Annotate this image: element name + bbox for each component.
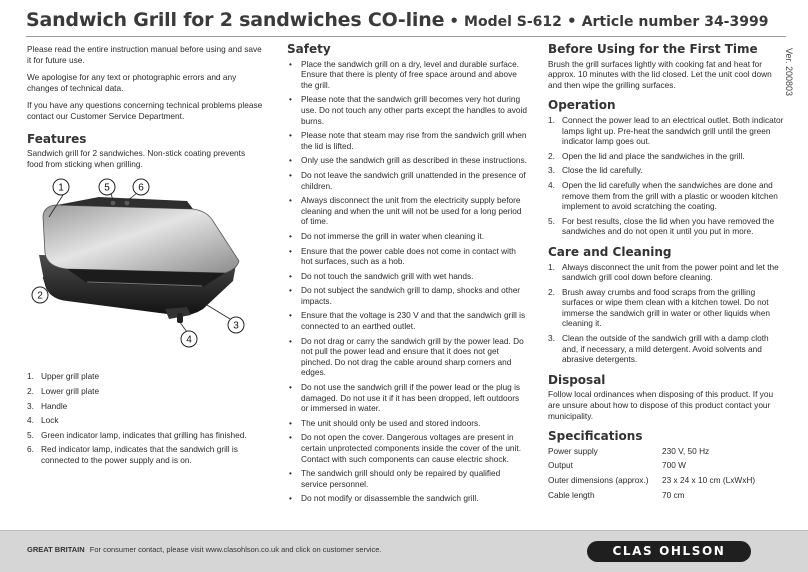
title-model: Model S-612 bbox=[464, 14, 562, 30]
callout-4: 4 bbox=[186, 334, 192, 346]
list-item: • Always disconnect the unit from the electricity supply before cleaning and when the unit will not be used for a long period of time. bbox=[287, 195, 527, 227]
list-item: 4. Lock bbox=[27, 415, 59, 426]
list-item: 5. Green indicator lamp, indicates that grilling has finished. bbox=[27, 429, 247, 440]
page-title bbox=[26, 9, 786, 31]
list-item: 6. Red indicator lamp, indicates that the sandwich grill is connected to the power supply and is on. bbox=[27, 444, 238, 465]
title-main: Sandwich Grill for 2 sandwiches CO-line bbox=[26, 9, 445, 31]
list-item: • Do not subject the sandwich grill to damp, shocks and other impacts. bbox=[287, 285, 527, 306]
grill-lock bbox=[177, 313, 183, 323]
title-separator: • bbox=[449, 12, 459, 30]
red-indicator-lamp bbox=[125, 201, 130, 206]
list-item: • Only use the sandwich grill as described in these instructions. bbox=[287, 155, 527, 166]
brand-logo bbox=[587, 541, 751, 562]
list-item: 3. Close the lid carefully. bbox=[548, 165, 643, 176]
intro-paragraph: We apologise for any text or photographic errors and any changes of technical data. bbox=[27, 72, 237, 93]
title-separator: • bbox=[567, 12, 577, 30]
table-row bbox=[548, 460, 755, 475]
spec-value: 23 x 24 x 10 cm (LxWxH) bbox=[662, 475, 756, 485]
list-item: 2. Lower grill plate bbox=[27, 385, 100, 396]
operation-heading: Operation bbox=[548, 98, 616, 113]
footer-country: GREAT BRITAIN bbox=[27, 545, 85, 554]
table-row bbox=[548, 475, 755, 490]
list-item: 2. Brush away crumbs and food scraps from the grilling surfaces or wipe them clean with a kitchen towel. Do not immerse the sandwich grill in water or other liquids when cleaning it. bbox=[548, 286, 770, 329]
list-item: • Do not touch the sandwich grill with wet hands. bbox=[287, 271, 527, 282]
list-item: 1. Connect the power lead to an electrical outlet. Both indicator lamps light up. Pre-heat the sandwich grill until the green indicator lamp goes out. bbox=[548, 114, 784, 147]
intro-paragraph: If you have any questions concerning technical problems please contact our Customer Service Department. bbox=[27, 100, 263, 121]
operation-list bbox=[548, 115, 786, 237]
specifications-heading: Specifications bbox=[548, 429, 643, 444]
title-divider bbox=[26, 36, 786, 37]
care-heading: Care and Cleaning bbox=[548, 244, 672, 259]
list-item: 3. Handle bbox=[27, 400, 68, 411]
sandwich-grill-drawing bbox=[27, 177, 263, 357]
callout-2: 2 bbox=[37, 290, 43, 302]
callout-6: 6 bbox=[138, 182, 144, 194]
footer-contact bbox=[27, 545, 382, 554]
column-right bbox=[548, 44, 786, 504]
brand-logo-text: CLAS OHLSON bbox=[612, 544, 726, 558]
callout-5: 5 bbox=[104, 182, 110, 194]
callout-3: 3 bbox=[233, 320, 239, 332]
list-item: 1. Always disconnect the unit from the power point and let the sandwich grill cool down before cleaning. bbox=[548, 261, 779, 283]
list-item: • Do not use the sandwich grill if the power lead or the plug is damaged. Do not use it if it has been dropped, left outdoors or immersed in water. bbox=[287, 382, 527, 414]
list-item: • Do not open the cover. Dangerous voltages are present in certain unprotected components inside the cover of the unit. Contact with such components can cause electric shock. bbox=[287, 432, 527, 464]
footer-bar bbox=[0, 530, 808, 572]
table-row bbox=[548, 490, 755, 505]
spec-value: 70 cm bbox=[662, 489, 685, 500]
list-item: • Do not leave the sandwich grill unattended in the presence of children. bbox=[287, 170, 527, 191]
first-use-text: Brush the grill surfaces lightly with cooking fat and heat for approx. 10 minutes with the lid closed. Let the unit cool down and then wipe the grilling surfaces. bbox=[548, 58, 772, 90]
features-text: Sandwich grill for 2 sandwiches. Non-stick coating prevents food from sticking when grilling. bbox=[27, 148, 246, 169]
safety-list bbox=[287, 59, 527, 504]
green-indicator-lamp bbox=[111, 201, 116, 206]
spec-label: Cable length bbox=[548, 489, 595, 500]
list-item: • The unit should only be used and stored indoors. bbox=[287, 418, 527, 429]
disposal-text: Follow local ordinances when disposing of this product. If you are unsure about how to dispose of this product contact your municipality. bbox=[548, 389, 774, 421]
list-item: 2. Open the lid and place the sandwiches in the grill. bbox=[548, 150, 745, 161]
spec-value: 230 V, 50 Hz bbox=[662, 445, 710, 456]
footer-contact-text: For consumer contact, please visit www.clasohlson.co.uk and click on customer service. bbox=[89, 545, 382, 554]
list-item: • Please note that the sandwich grill becomes very hot during use. Do not touch any other parts except the handles to avoid burns. bbox=[287, 94, 527, 126]
parts-list bbox=[27, 371, 263, 465]
version-text: Ver. 200803 bbox=[784, 48, 794, 97]
callout-1: 1 bbox=[58, 182, 64, 194]
upper-grill-plate bbox=[43, 205, 239, 273]
spec-label: Output bbox=[548, 460, 573, 471]
list-item: • Do not immerse the grill in water when cleaning it. bbox=[287, 231, 527, 242]
disposal-heading: Disposal bbox=[548, 372, 606, 387]
list-item: • Do not modify or disassemble the sandwich grill. bbox=[287, 493, 527, 504]
specifications-table bbox=[548, 446, 755, 504]
first-use-heading: Before Using for the First Time bbox=[548, 42, 758, 56]
product-illustration bbox=[27, 177, 263, 357]
table-row bbox=[548, 446, 755, 461]
title-article: Article number 34-3999 bbox=[581, 14, 769, 30]
column-left bbox=[27, 44, 263, 470]
list-item: • Place the sandwich grill on a dry, level and durable surface. Ensure that there is plenty of free space around and above the grill. bbox=[287, 59, 527, 91]
column-middle bbox=[287, 44, 527, 508]
list-item: 4. Open the lid carefully when the sandwiches are done and remove them from the grill with a plastic or wooden kitchen implement to avoid scratching the coating. bbox=[548, 179, 778, 212]
list-item: • Ensure that the voltage is 230 V and that the sandwich grill is connected to an earthed outlet. bbox=[287, 310, 527, 331]
list-item: • The sandwich grill should only be repaired by qualified service personnel. bbox=[287, 468, 527, 489]
list-item: 1. Upper grill plate bbox=[27, 371, 100, 382]
spec-value: 700 W bbox=[662, 460, 686, 471]
intro-paragraph: Please read the entire instruction manual before using and save it for future use. bbox=[27, 44, 262, 65]
list-item: • Ensure that the power cable does not come in contact with hot surfaces, such as a hob. bbox=[287, 246, 527, 267]
features-heading: Features bbox=[27, 131, 87, 146]
list-item: 3. Clean the outside of the sandwich grill with a damp cloth and, if necessary, a mild detergent. Avoid solvents and abrasive detergents. bbox=[548, 333, 769, 365]
care-list bbox=[548, 262, 786, 365]
list-item: • Please note that steam may rise from the sandwich grill when the lid is lifted. bbox=[287, 130, 527, 151]
list-item: 5. For best results, close the lid when you have removed the sandwiches and do not open it until you put in more. bbox=[548, 215, 775, 237]
safety-heading: Safety bbox=[287, 42, 331, 56]
spec-label: Outer dimensions (approx.) bbox=[548, 475, 649, 485]
spec-label: Power supply bbox=[548, 445, 598, 456]
list-item: • Do not drag or carry the sandwich grill by the power lead. Do not pull the power lead and ensure that it does not get pinched. Do not drag the cable around sharp corners and edges. bbox=[287, 336, 527, 378]
